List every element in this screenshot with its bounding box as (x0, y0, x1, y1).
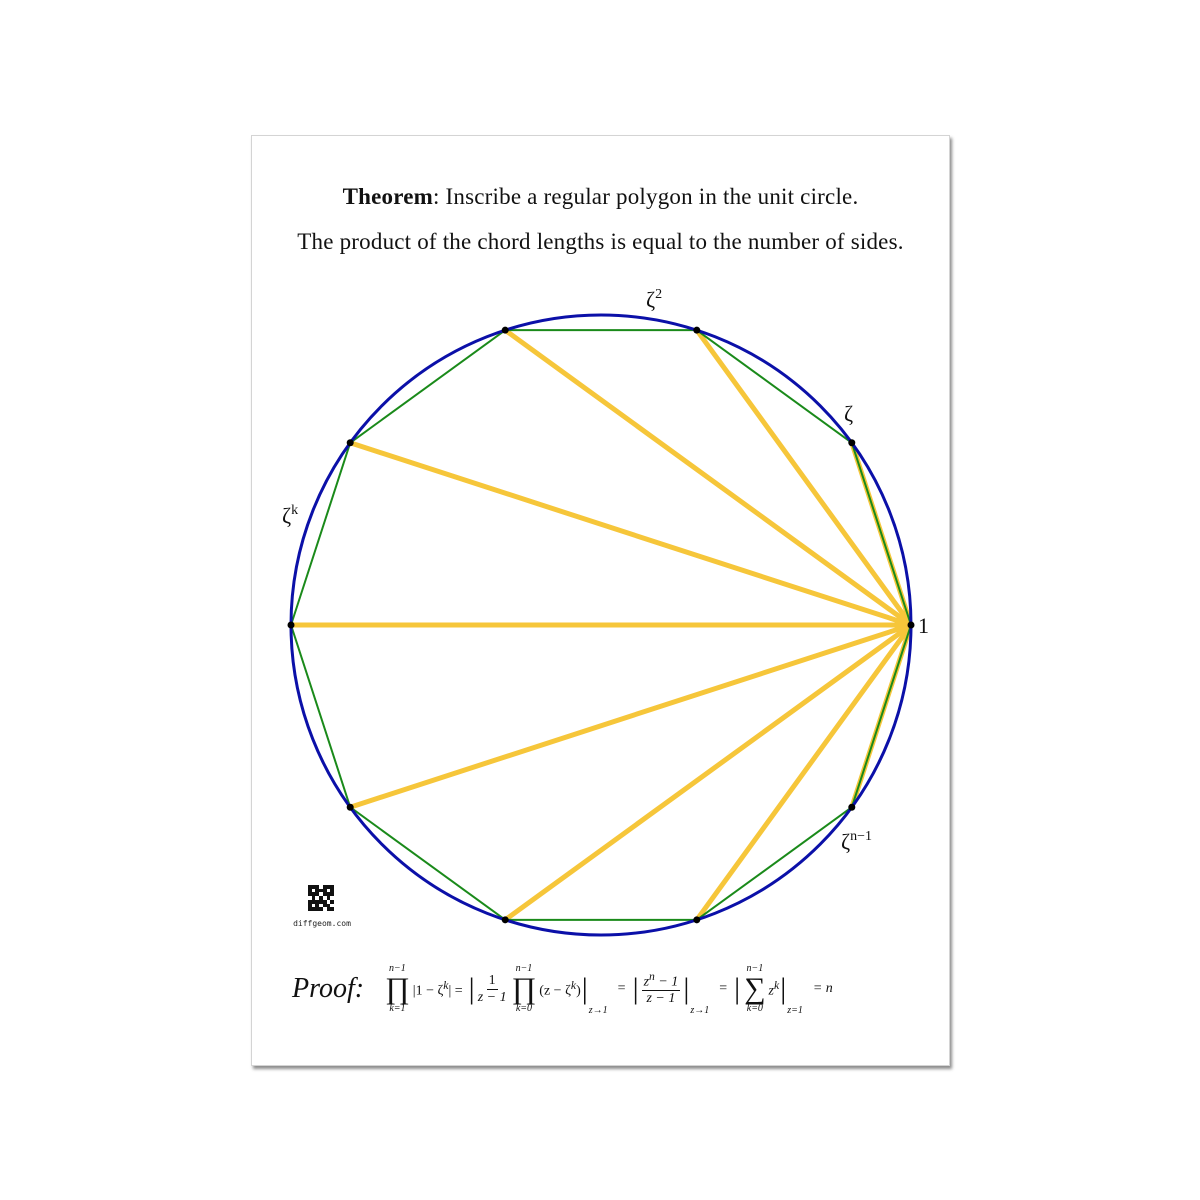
fraction-2: $\frac{z^n - 1}{z - 1}$ (643, 970, 679, 1007)
vertex-1 (848, 439, 855, 446)
label-zeta: ζ (844, 401, 854, 426)
theorem-label: Theorem (342, 184, 434, 209)
sum-term: $z^k$ (768, 978, 780, 999)
term-2: $(z - \zeta^k)$ (539, 978, 581, 999)
sum-operator: n−1 ∑ k=0 (744, 963, 766, 1014)
vertex-8 (693, 916, 700, 923)
polygon-edge-4 (291, 443, 350, 625)
site-url: diffgeom.com (293, 919, 351, 928)
vertex-4 (347, 439, 354, 446)
chord-7 (505, 625, 911, 920)
theorem-statement-1: : Inscribe a regular polygon in the unit circle. (433, 184, 859, 209)
polygon-edge-5 (291, 625, 350, 807)
fraction-1: $\frac{1}{z - 1}$ (477, 973, 507, 1005)
vertex-5 (288, 622, 295, 629)
vertex-9 (848, 804, 855, 811)
polygon-edge-1 (697, 330, 852, 443)
vertex-7 (502, 916, 509, 923)
vertex-6 (347, 804, 354, 811)
product-operator-1: n−1 ∏ k=1 (385, 963, 410, 1014)
eval-limit-1: z→1 (588, 1005, 608, 1016)
chord-6 (350, 625, 911, 807)
result: = n (812, 981, 833, 996)
vertex-0 (908, 622, 915, 629)
polygon-edge-0 (852, 443, 911, 625)
qr-code (308, 885, 334, 911)
chord-8 (697, 625, 911, 920)
proof-formula: Proof: n−1 ∏ k=1 $|1 - \zeta^k|$ = | $\frac{1}{z - 1}$ n−1 ∏ k=0 $(z - \zeta^k)$ | z→1 = | $\frac{z^n - 1}{z - 1}$ | z→1 = | n−1 ∑ k=0 $z^k$ | z=1 = n (292, 963, 833, 1016)
label-one: 1 (918, 613, 929, 638)
chord-4 (350, 443, 911, 625)
term-1: $|1 - \zeta^k|$ = (412, 978, 463, 999)
polygon-edge-9 (852, 625, 911, 807)
product-operator-2: n−1 ∏ k=0 (511, 963, 537, 1014)
eval-limit-3: z=1 (787, 1005, 803, 1016)
polygon-edge-6 (350, 807, 505, 920)
chord-2 (697, 330, 911, 625)
eval-limit-2: z→1 (690, 1005, 710, 1016)
theorem-line-2: The product of the chord lengths is equal to the number of sides. (297, 229, 904, 254)
label-zeta-k: $\zeta^k$ (282, 503, 299, 528)
chord-3 (505, 330, 911, 625)
polygon-edge-8 (697, 807, 852, 920)
poster-sheet (251, 135, 950, 1066)
vertex-2 (693, 327, 700, 334)
vertex-3 (502, 327, 509, 334)
proof-label: Proof: (292, 973, 365, 1004)
label-zeta-n-minus-1: $\zeta^{n-1}$ (841, 829, 873, 854)
label-zeta-squared: $\zeta^2$ (646, 287, 663, 312)
polygon-edge-3 (350, 330, 505, 443)
